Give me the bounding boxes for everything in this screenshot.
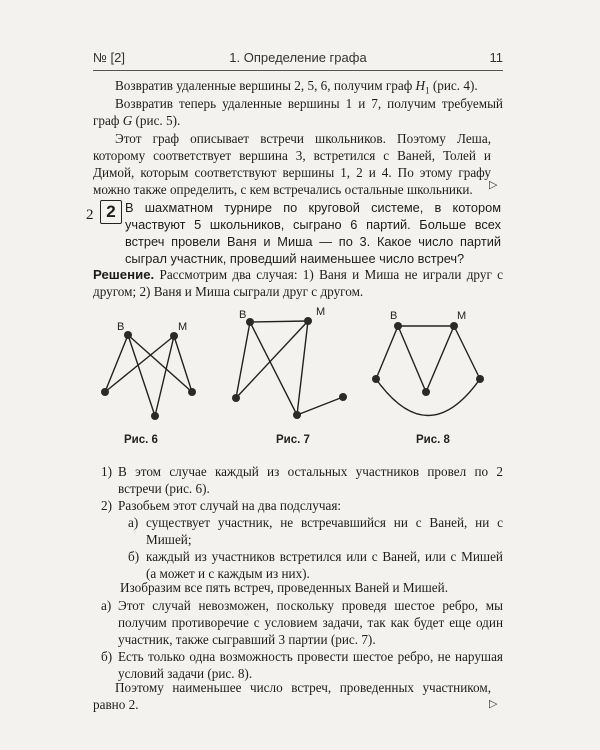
vertex-vanya (394, 322, 402, 330)
fig7-caption: Рис. 7 (276, 434, 310, 446)
fig7-label-m: М (316, 306, 326, 318)
intro-p2-tail: (рис. 5). (132, 113, 181, 128)
header-problem-ref: № [2] (93, 50, 126, 65)
edge (297, 321, 308, 415)
problem-number-box: 2 (100, 200, 122, 224)
edge (236, 321, 308, 398)
fig6-label-m: М (178, 321, 188, 333)
figure-7-graph (230, 310, 350, 425)
edge (297, 397, 343, 415)
result-a-number: а) (101, 598, 112, 613)
case-2-text: Разобьем этот случай на два подслучая: (118, 498, 342, 513)
draw-meetings-text: Изобразим все пять встреч, проведенных Ваней и Мишей. (120, 580, 449, 595)
page-number: 11 (489, 50, 503, 65)
subcase-b-number: б) (128, 549, 140, 564)
edge (155, 336, 174, 416)
result-b-text: Есть только одна возможность провести шестое ребро, не нарушая условий задачи (рис. 8). (118, 649, 503, 681)
edge (250, 322, 297, 415)
result-a-text: Этот случай невозможен, поскольку проведя шестое ребро, мы получим противоречие с условием задачи, так как будет еще один участник, также сыгравший 3 партии (рис. 7). (118, 598, 503, 647)
vertex-misha (170, 332, 178, 340)
vertex-misha (304, 317, 312, 325)
fig7-label-b: В (239, 309, 247, 321)
subcase-a-number: а) (128, 515, 139, 530)
figure-8-graph (368, 312, 493, 422)
result-b-number: б) (101, 649, 113, 664)
intro-p1-var: H (415, 78, 426, 93)
fig8-label-b: В (390, 310, 398, 322)
fig6-caption: Рис. 6 (124, 434, 158, 446)
vertex (293, 411, 301, 419)
vertex (422, 388, 430, 396)
edge (236, 322, 250, 398)
vertex (188, 388, 196, 396)
subcase-a-text: существует участник, не встречавшийся ни с Ваней, ни с Мишей; (146, 515, 503, 547)
end-of-solution-mark: ▷ (489, 697, 498, 710)
intro-p1-text: Возвратив удаленные вершины 2, 5, 6, получим граф (115, 78, 416, 93)
final-answer-text: Поэтому наименьшее число встреч, проведенных участником, равно 2. (93, 680, 491, 712)
solution-intro (93, 266, 503, 300)
vertex (339, 393, 347, 401)
vertex (232, 394, 240, 402)
vertex-vanya (124, 331, 132, 339)
solution-intro-text: Рассмотрим два случая: 1) Ваня и Миша не играли друг с другом; 2) Ваня и Миша сыграли друг с другом. (93, 267, 503, 299)
intro-p2-text: Возвратив теперь удаленные вершины 1 и 7, получим требуемый граф (93, 96, 503, 128)
vertex-vanya (246, 318, 254, 326)
fig8-caption: Рис. 8 (416, 434, 450, 446)
intro-p1-sub: 1 (425, 85, 430, 96)
case-2-number: 2) (101, 498, 112, 513)
problem-statement: В шахматном турнире по круговой системе, в котором участвуют 5 школьников, сыграно 6 партий. Больше всех встреч провели Ваня и Миша — по 3. Какое число партий сыграл участник, проведший наименьшее число встреч? (125, 200, 501, 266)
edge (376, 326, 398, 379)
edge (426, 326, 454, 392)
solution-heading: Решение. (93, 267, 155, 282)
intro-p2-var: G (122, 113, 133, 128)
case-1-number: 1) (101, 464, 112, 479)
figure-6-graph (100, 320, 200, 430)
intro-paragraph-2 (93, 95, 503, 129)
case-1-text: В этом случае каждый из остальных участников провел по 2 встречи (рис. 6). (118, 464, 503, 496)
intro-p1-tail: (рис. 4). (429, 78, 478, 93)
vertex (151, 412, 159, 420)
running-header (93, 48, 503, 71)
subcase-b-text: каждый из участников встретился или с Ваней, или с Мишей (а может и с каждым из них). (146, 549, 503, 581)
end-of-example-mark: ▷ (489, 178, 498, 191)
vertex (476, 375, 484, 383)
fig8-label-m: М (457, 310, 467, 322)
edge (454, 326, 480, 379)
vertex (101, 388, 109, 396)
edge (250, 321, 308, 322)
header-chapter-title: 1. Определение графа (229, 50, 367, 65)
edge-arc (376, 379, 480, 416)
fig6-label-b: В (117, 321, 125, 333)
vertex-misha (450, 322, 458, 330)
margin-problem-number: 2 (86, 207, 94, 223)
vertex (372, 375, 380, 383)
edge (398, 326, 426, 392)
intro-paragraph-3: Этот граф описывает встречи школьников. Поэтому Леша, которому соответствует вершина 3, встретился с Ваней, Толей и Димой, которым соответствуют вершины 1, 2 и 4. По этому графу можно также определить, с кем встречались остальные школьники. (93, 131, 491, 197)
